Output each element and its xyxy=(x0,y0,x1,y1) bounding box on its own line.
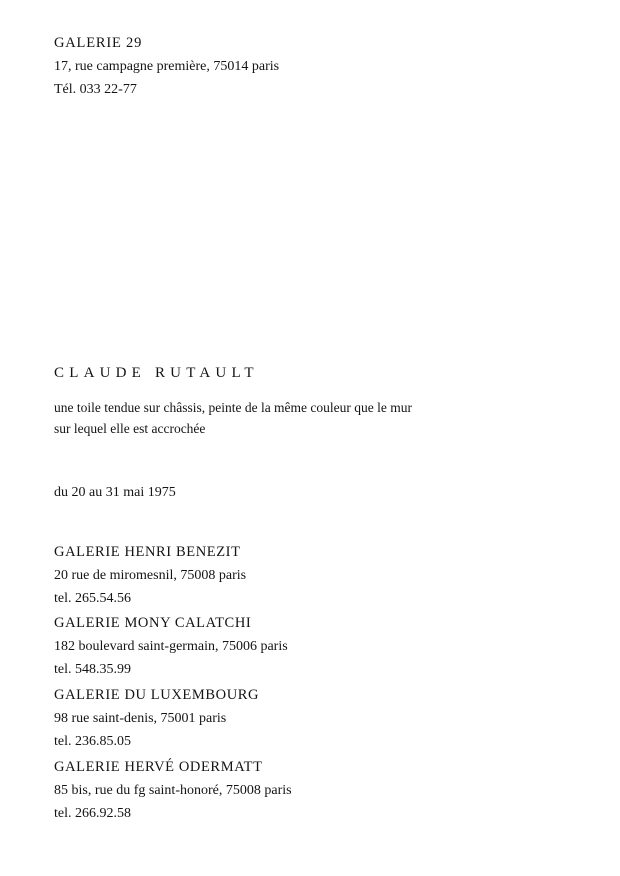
gallery-phone: tel. 548.35.99 xyxy=(54,662,131,677)
description-line-1: une toile tendue sur châssis, peinte de la même couleur que le mur xyxy=(54,400,413,415)
gallery-entry xyxy=(54,756,292,825)
gallery-name: GALERIE HENRI BENEZIT xyxy=(54,544,241,560)
gallery-address: 85 bis, rue du fg saint-honoré, 75008 paris xyxy=(54,783,292,798)
gallery-phone: tel. 236.85.05 xyxy=(54,734,131,749)
exhibition-dates xyxy=(54,481,176,504)
description-line-2: sur lequel elle est accrochée xyxy=(54,421,206,436)
gallery-entry xyxy=(54,612,288,681)
gallery-entry xyxy=(54,684,259,753)
gallery-phone: tel. 266.92.58 xyxy=(54,806,131,821)
artist-name: CLAUDE RUTAULT xyxy=(54,365,259,381)
gallery-name: GALERIE MONY CALATCHI xyxy=(54,615,252,631)
gallery-address: 182 boulevard saint-germain, 75006 paris xyxy=(54,639,288,654)
gallery-address: 98 rue saint-denis, 75001 paris xyxy=(54,711,227,726)
work-description xyxy=(54,397,412,439)
host-gallery-name: GALERIE 29 xyxy=(54,35,143,51)
host-gallery-phone: Tél. 033 22-77 xyxy=(54,82,137,97)
host-gallery-block xyxy=(54,32,279,101)
gallery-name: GALERIE HERVÉ ODERMATT xyxy=(54,759,263,775)
host-gallery-address: 17, rue campagne première, 75014 paris xyxy=(54,59,280,74)
gallery-phone: tel. 265.54.56 xyxy=(54,591,131,606)
dates-text: du 20 au 31 mai 1975 xyxy=(54,485,176,500)
gallery-address: 20 rue de miromesnil, 75008 paris xyxy=(54,568,247,583)
gallery-entry xyxy=(54,541,246,610)
gallery-name: GALERIE DU LUXEMBOURG xyxy=(54,687,260,703)
